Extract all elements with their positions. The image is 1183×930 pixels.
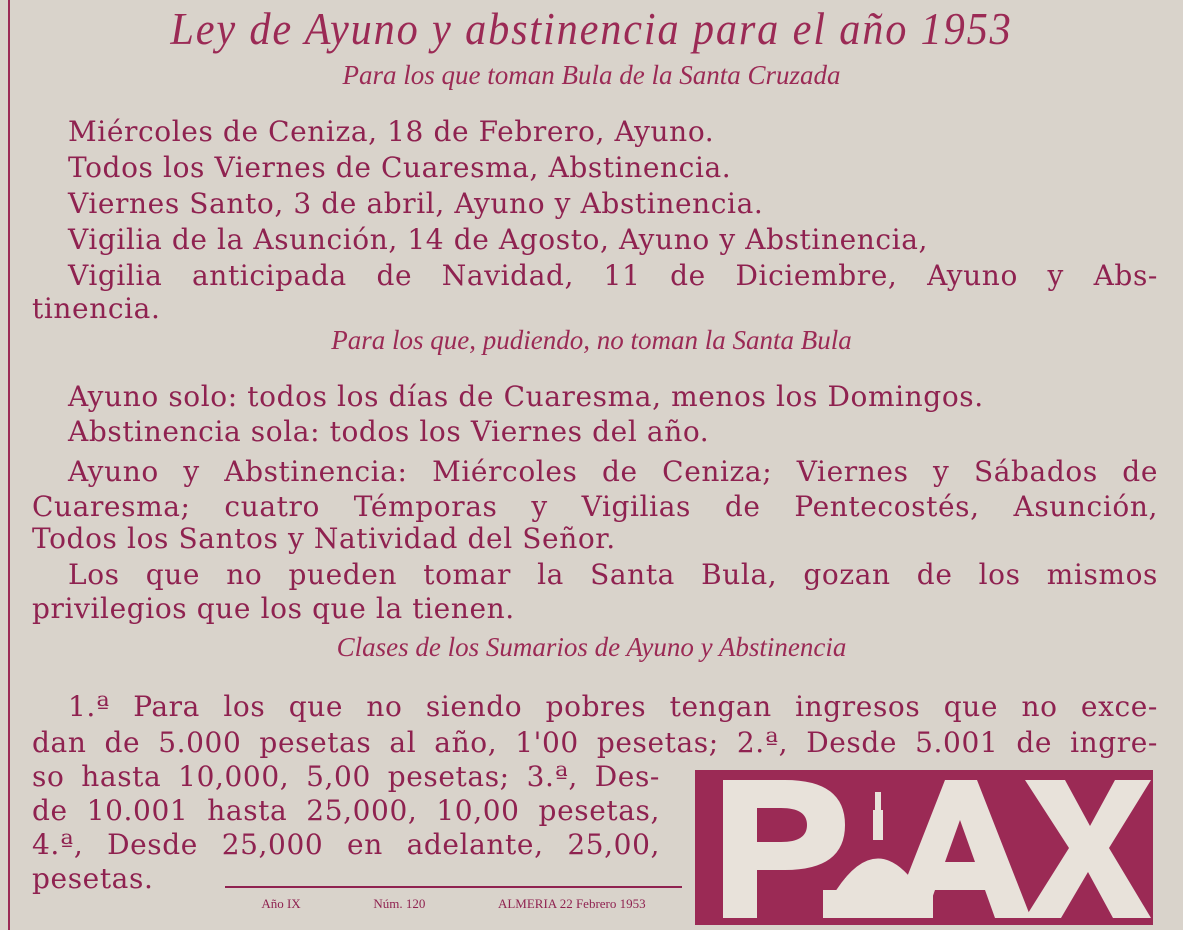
section3-line: 1.ª Para los que no siendo pobres tengan ingresos que no exce- — [68, 690, 1158, 723]
section3-heading: Clases de los Sumarios de Ayuno y Abstinencia — [336, 632, 847, 662]
section2-line: Todos los Santos y Natividad del Señor. — [32, 522, 616, 555]
section3-line: so hasta 10,000, 5,00 pesetas; 3.ª, Des- — [32, 760, 660, 793]
footer-rule-top — [225, 886, 682, 888]
left-border-rule — [8, 0, 10, 930]
section3-line: dan de 5.000 pesetas al año, 1'00 pesetas; 2.ª, Desde 5.001 de ingre- — [32, 726, 1158, 759]
section2-line: Los que no pueden tomar la Santa Bula, gozan de los mismos — [68, 558, 1158, 591]
section1-line: Miércoles de Ceniza, 18 de Febrero, Ayuno. — [68, 115, 715, 148]
footer-place-date: ALMERIA 22 Febrero 1953 — [497, 896, 646, 911]
section3-line: pesetas. — [32, 862, 154, 895]
section2-line: Cuaresma; cuatro Témporas y Vigilias de Pentecostés, Asunción, — [32, 490, 1158, 523]
pax-logo — [695, 770, 1153, 925]
section3-line: de 10.001 hasta 25,000, 10,00 pesetas, — [32, 794, 660, 827]
section2-heading: Para los que, pudiendo, no toman la Santa Bula — [331, 325, 852, 355]
section1-line: tinencia. — [32, 292, 161, 325]
footer-dateline — [225, 896, 682, 912]
section2-line: Ayuno y Abstinencia: Miércoles de Ceniza; Viernes y Sábados de — [68, 455, 1158, 488]
section3-line: 4.ª, Desde 25,000 en adelante, 25,00, — [32, 828, 660, 861]
page-title: Ley de Ayuno y abstinencia para el año 1953 — [170, 3, 1013, 54]
section2-line: Abstinencia sola: todos los Viernes del año. — [68, 415, 710, 448]
section2-line: Ayuno solo: todos los días de Cuaresma, menos los Domingos. — [68, 380, 984, 413]
section1-line: Viernes Santo, 3 de abril, Ayuno y Abstinencia. — [68, 187, 764, 220]
section1-line: Vigilia anticipada de Navidad, 11 de Diciembre, Ayuno y Abs- — [68, 259, 1158, 292]
pax-logo-image — [695, 770, 1153, 925]
section1-heading: Para los que toman Bula de la Santa Cruzada — [342, 60, 841, 90]
footer-year: Año IX — [261, 896, 301, 911]
section2-line: privilegios que los que la tienen. — [32, 592, 515, 625]
section1-line: Vigilia de la Asunción, 14 de Agosto, Ayuno y Abstinencia, — [68, 223, 929, 256]
footer-number: Núm. 120 — [373, 896, 426, 911]
section1-line: Todos los Viernes de Cuaresma, Abstinencia. — [68, 151, 732, 184]
